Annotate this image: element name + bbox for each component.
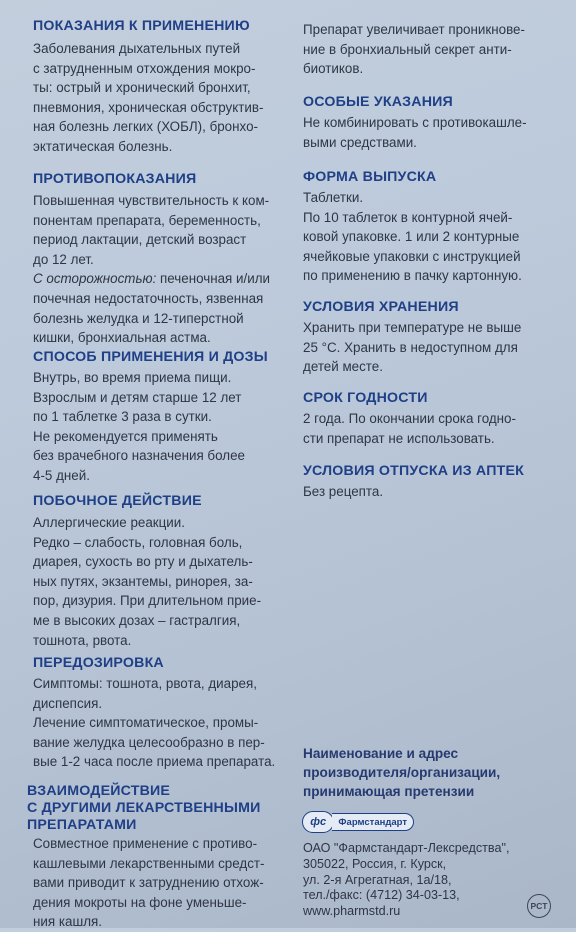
- body-form: [303, 188, 555, 286]
- heading-form: ФОРМА ВЫПУСКА: [303, 169, 437, 185]
- body-contraindications: [33, 191, 285, 348]
- line: период лактации, детский возраст: [33, 232, 247, 248]
- line: Не рекомендуется применять: [33, 428, 218, 444]
- body-shelf-life: [303, 409, 555, 448]
- manufacturer-heading: [303, 744, 553, 801]
- caution-line: [33, 269, 285, 289]
- line: Без рецепта.: [303, 484, 384, 499]
- line: ты: острый и хронический бронхит,: [33, 80, 251, 96]
- line: Аллергические реакции.: [33, 515, 185, 530]
- section-special: [303, 94, 555, 152]
- line: Препарат увеличивает проникнове-: [303, 22, 525, 37]
- line: Хранить при температуре не выше: [303, 320, 522, 335]
- line: тошнота, рвота.: [33, 632, 132, 648]
- line: без врачебного назначения более: [33, 448, 245, 464]
- heading-line: С ДРУГИМИ ЛЕКАРСТВЕННЫМИ: [27, 800, 261, 816]
- section-storage: [303, 299, 555, 377]
- section-continuation: [303, 20, 555, 79]
- line: понентам препарата, беременность,: [33, 212, 261, 228]
- line: Лечение симптоматическое, промы-: [33, 715, 259, 731]
- line: Взрослым и детям старше 12 лет: [33, 389, 242, 405]
- line: почечная недостаточность, язвенная: [33, 290, 264, 306]
- line: дения мокроты на фоне уменьше-: [33, 894, 247, 910]
- section-dosage: [33, 349, 285, 486]
- line: ных путях, экзантемы, ринорея, за-: [33, 573, 253, 589]
- body-overdose: [33, 674, 285, 772]
- heading-storage: УСЛОВИЯ ХРАНЕНИЯ: [303, 299, 459, 315]
- body-storage: [303, 318, 555, 377]
- line: пор, дизурия. При длительном прие-: [33, 593, 262, 609]
- line: по 1 таблетке 3 раза в сутки.: [33, 409, 212, 425]
- section-shelf-life: [303, 390, 555, 448]
- section-interaction: [27, 783, 279, 932]
- heading-line: принимающая претензии: [303, 784, 475, 799]
- line: Таблетки.: [303, 190, 364, 205]
- heading-side-effects: ПОБОЧНОЕ ДЕЙСТВИЕ: [33, 493, 202, 509]
- line: диспепсия.: [33, 695, 103, 711]
- website-link: www.pharmstd.ru: [303, 904, 401, 919]
- section-contraindications: [33, 171, 285, 348]
- caution-label: С осторожностью:: [33, 271, 157, 287]
- heading-dosage: СПОСОБ ПРИМЕНЕНИЯ И ДОЗЫ: [33, 349, 268, 365]
- body-special: [303, 113, 555, 152]
- line: Симптомы: тошнота, рвота, диарея,: [33, 676, 257, 691]
- line: ние в бронхиальный секрет анти-: [303, 41, 512, 57]
- line: болезнь желудка и 12-типерстной: [33, 310, 244, 326]
- line: по применению в пачку картонную.: [303, 268, 522, 284]
- certification-badge-icon: PCT: [527, 894, 551, 918]
- line: Не комбинировать с противокашле-: [303, 115, 527, 130]
- logo-mark: фс: [302, 811, 334, 833]
- section-indications: [33, 18, 285, 157]
- line: 2 года. По окончании срока годно-: [303, 411, 516, 426]
- manufacturer-address: [303, 841, 553, 920]
- heading-line: ПРЕПАРАТАМИ: [27, 817, 137, 833]
- heading-overdose: ПЕРЕДОЗИРОВКА: [33, 655, 164, 671]
- address-line: ОАО "Фармстандарт-Лексредства",: [303, 841, 510, 855]
- line: пневмония, хроническая обструктив-: [33, 99, 264, 115]
- line: кашлевыми лекарственными средст-: [33, 855, 265, 871]
- line: 25 °С. Хранить в недоступном для: [303, 339, 518, 355]
- line: сти препарат не использовать.: [303, 430, 495, 446]
- heading-line: производителя/организации,: [303, 765, 501, 780]
- section-dispensing: [303, 463, 555, 502]
- body-dosage: [33, 368, 285, 486]
- line: диарея, сухость во рту и дыхатель-: [33, 554, 253, 570]
- line: ния кашля.: [33, 914, 102, 930]
- heading-line: ВЗАИМОДЕЙСТВИЕ: [27, 783, 171, 799]
- line: По 10 таблеток в контурной ячей-: [303, 209, 513, 225]
- line: эктатическая болезнь.: [33, 138, 173, 154]
- body-continuation: [303, 20, 555, 79]
- heading-indications: ПОКАЗАНИЯ К ПРИМЕНЕНИЮ: [33, 18, 250, 34]
- line: с затрудненным отхождения мокро-: [33, 60, 256, 76]
- line: до 12 лет.: [33, 251, 94, 267]
- line: вые 1-2 часа после приема препарата.: [33, 754, 276, 770]
- heading-special: ОСОБЫЕ УКАЗАНИЯ: [303, 94, 453, 110]
- line: Редко – слабость, головная боль,: [33, 534, 243, 550]
- line: Внутрь, во время приема пищи.: [33, 370, 232, 385]
- line: детей месте.: [303, 359, 383, 375]
- heading-dispensing: УСЛОВИЯ ОТПУСКА ИЗ АПТЕК: [303, 463, 524, 479]
- heading-shelf-life: СРОК ГОДНОСТИ: [303, 390, 428, 406]
- heading-interaction: [27, 783, 279, 834]
- line: ковой упаковке. 1 или 2 контурные: [303, 229, 520, 245]
- line: Повышенная чувствительность к ком-: [33, 193, 270, 208]
- section-overdose: [33, 655, 285, 772]
- line: вание желудка целесообразно в пер-: [33, 734, 265, 750]
- body-interaction: [27, 834, 279, 932]
- caution-text: печеночная и/или: [156, 271, 271, 287]
- line: биотиков.: [303, 61, 364, 77]
- section-side-effects: [33, 493, 285, 650]
- section-form: [303, 169, 555, 286]
- line: Заболевания дыхательных путей: [33, 41, 241, 56]
- heading-line: Наименование и адрес: [303, 746, 459, 761]
- line: Совместное применение с противо-: [33, 836, 258, 851]
- line: выми средствами.: [303, 134, 417, 150]
- address-line: ул. 2-я Агрегатная, 1а/18,: [303, 872, 452, 887]
- body-dispensing: [303, 482, 555, 502]
- heading-contraindications: ПРОТИВОПОКАЗАНИЯ: [33, 171, 197, 187]
- line: ме в высоких дозах – гастралгия,: [33, 612, 241, 628]
- line: кишки, бронхиальная астма.: [33, 330, 211, 346]
- line: вами приводит к затруднению отхож-: [33, 875, 264, 891]
- pharmstandard-logo: [302, 811, 414, 833]
- logo-text: Фармстандарт: [332, 813, 414, 831]
- body-side-effects: [33, 513, 285, 650]
- address-line: 305022, Россия, г. Курск,: [303, 856, 447, 871]
- line: ячейковые упаковки с инструкцией: [303, 248, 521, 264]
- body-indications: [33, 39, 285, 157]
- line: 4-5 дней.: [33, 467, 90, 483]
- address-line: тел./факс: (4712) 34-03-13,: [303, 888, 460, 903]
- line: ная болезнь легких (ХОБЛ), бронхо-: [33, 119, 258, 135]
